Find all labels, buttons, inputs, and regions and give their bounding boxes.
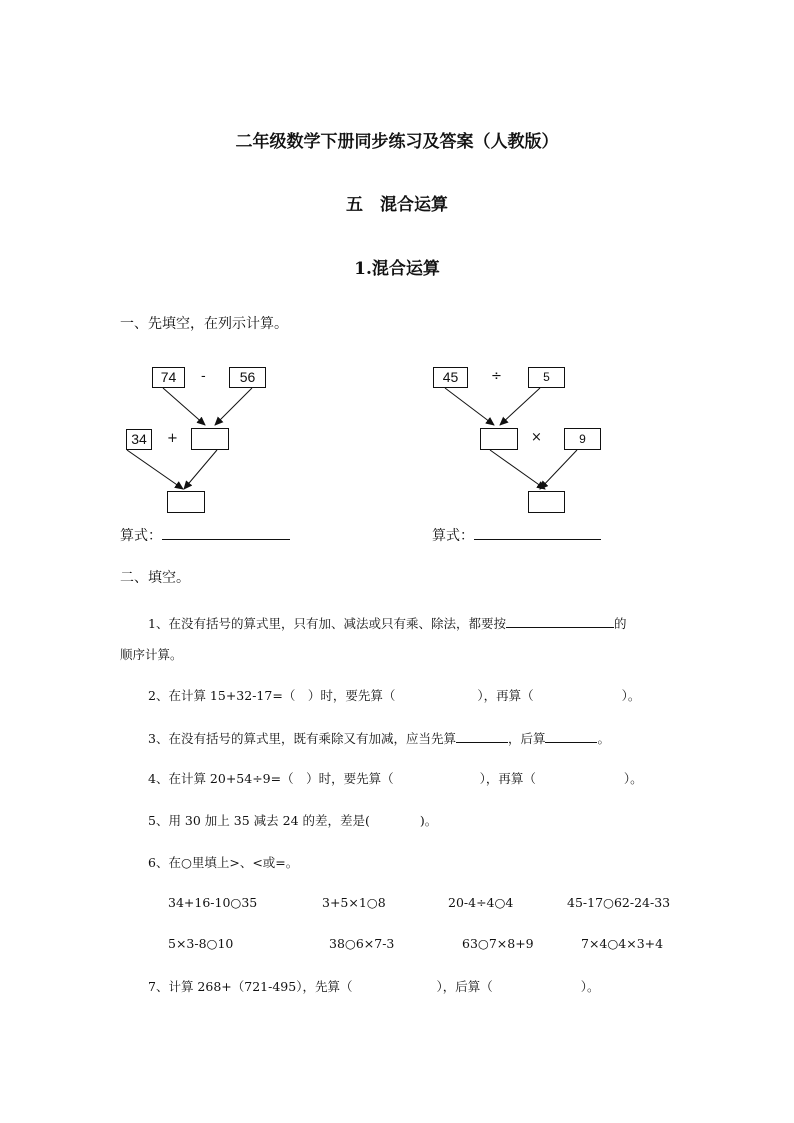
question-3 [148,728,610,747]
compare-item[interactable]: 45-17○62-24-33 [567,895,671,910]
question-2-part-c: ）。 [621,688,641,703]
arrow-right-3 [490,450,545,489]
question-3-blank-1[interactable] [456,728,508,743]
right-mid-right-box: 9 [564,428,601,450]
question-2-part-b: ），再算（ [477,688,534,703]
right-formula-line[interactable] [474,525,601,540]
document-title: 二年级数学下册同步练习及答案（人教版） [235,132,559,152]
section1-heading: 一、先填空，在列示计算。 [120,316,288,332]
left-mid-operator: + [167,431,178,446]
arrow-left-2 [215,388,252,425]
section2-heading: 二、填空。 [120,570,190,586]
question-1-continued: 顺序计算。 [120,647,183,662]
question-5: 5、用 30 加上 35 减去 24 的差，差是( )。 [148,813,438,828]
compare-item[interactable]: 3+5×1○8 [322,895,386,910]
lesson-title: 1.混合运算 [354,259,440,279]
left-top-right-box: 56 [229,367,266,388]
question-7-part-a: 7、计算 268+（721-495），先算（ [148,979,353,994]
question-2-part-a: 2、在计算 15+32-17=（ ）时，要先算（ [148,688,396,703]
question-1 [148,613,626,632]
question-1-blank[interactable] [506,613,614,628]
right-mid-blank-box[interactable] [480,428,518,450]
compare-item[interactable]: 34+16-10○35 [168,895,258,910]
left-top-left-box: 74 [152,367,185,388]
right-formula-label: 算式： [432,528,474,544]
arrow-left-1 [163,388,205,425]
question-2 [148,686,640,704]
left-formula-label: 算式： [120,528,162,544]
question-4-part-a: 4、在计算 20+54÷9=（ ）时，要先算（ [148,771,394,786]
question-1-text: 1、在没有括号的算式里，只有加、减法或只有乘、除法，都要按 [148,616,506,631]
left-mid-left-box: 34 [126,429,152,450]
arrow-left-3 [127,450,183,489]
left-formula-line[interactable] [162,525,290,540]
question-7 [148,977,599,995]
arrow-right-1 [445,388,494,425]
question-4-part-c: ）。 [623,771,643,786]
left-result-box[interactable] [167,491,205,513]
compare-item[interactable]: 7×4○4×3+4 [581,936,664,951]
arrow-right-4 [540,450,577,489]
question-6: 6、在○里填上>、<或=。 [148,855,299,870]
left-formula [120,525,290,545]
question-7-part-c: ）。 [580,979,600,994]
compare-item[interactable]: 5×3-8○10 [168,936,234,951]
question-3-blank-2[interactable] [545,728,597,743]
compare-item[interactable]: 38○6×7-3 [329,936,395,951]
arrow-right-2 [500,388,540,425]
right-top-left-box: 45 [433,367,468,388]
arrow-left-4 [184,450,217,489]
right-top-operator: ÷ [491,369,502,384]
left-top-operator: - [201,369,206,384]
compare-item[interactable]: 20-4÷4○4 [448,895,514,910]
right-formula [432,525,601,545]
question-3-part-b: ，后算 [507,731,546,746]
left-mid-blank-box[interactable] [191,428,229,450]
question-3-part-c: 。 [597,731,610,746]
right-top-right-box: 5 [528,367,565,388]
question-7-part-b: ），后算（ [436,979,493,994]
question-3-part-a: 3、在没有括号的算式里，既有乘除又有加减，应当先算 [148,731,456,746]
compare-item[interactable]: 63○7×8+9 [462,936,534,951]
question-4-part-b: ），再算（ [479,771,536,786]
diagram-arrows [0,0,794,560]
question-4 [148,769,643,787]
unit-title: 五 混合运算 [346,195,448,215]
right-mid-operator: × [531,430,542,445]
question-1-suffix: 的 [613,616,627,631]
right-result-box[interactable] [528,491,565,513]
